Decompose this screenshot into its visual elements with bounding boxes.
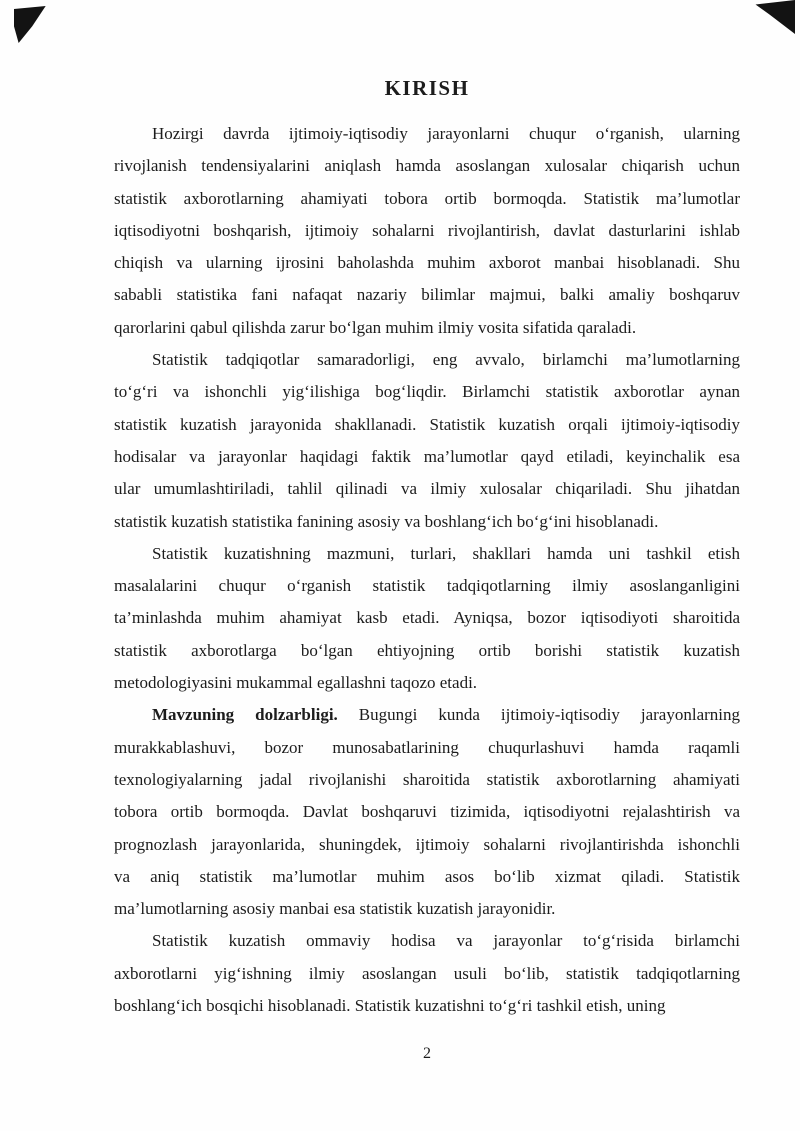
- text-line: hodisalar va jarayonlar haqidagi faktik ma’lumotlar qayd etiladi, keyinchalik esa: [114, 446, 740, 466]
- text-line: tobora ortib bormoqda. Davlat boshqaruvi tizimida, iqtisodiyotni rejalashtirish va: [114, 802, 740, 822]
- text-line: va aniq statistik ma’lumotlar muhim asos boʻlib xizmat qiladi. Statistik: [114, 866, 740, 886]
- paragraph: [114, 925, 740, 1022]
- text-line: Mavzuning dolzarbligi. Bugungi kunda ijtimoiy-iqtisodiy jarayonlarning: [152, 705, 740, 725]
- paragraph: [114, 538, 740, 699]
- text-line: chiqish va ularning ijrosini baholashda muhim axborot manbai hisoblanadi. Shu: [114, 253, 740, 273]
- text-line: Statistik kuzatish ommaviy hodisa va jarayonlar toʻgʻrisida birlamchi: [152, 931, 740, 951]
- text-line: statistik kuzatish jarayonida shakllanadi. Statistik kuzatish orqali ijtimoiy-iqtisodiy: [114, 414, 740, 434]
- text-line: prognozlash jarayonlarida, shuningdek, ijtimoiy sohalarni rivojlantirishda ishonchli: [114, 834, 740, 854]
- text-line: Hozirgi davrda ijtimoiy-iqtisodiy jarayonlarni chuqur oʻrganish, ularning: [152, 124, 740, 143]
- paragraph: [114, 699, 740, 925]
- text-line: qarorlarini qabul qilishda zarur boʻlgan muhim ilmiy vosita sifatida qaraladi.: [114, 317, 637, 337]
- text-line: ta’minlashda muhim ahamiyat kasb etadi. Ayniqsa, bozor iqtisodiyoti sharoitida: [114, 608, 740, 628]
- text-line: masalalarini chuqur oʻrganish statistik tadqiqotlarning ilmiy asoslanganligini: [114, 576, 740, 596]
- page-content: [114, 78, 740, 1022]
- text-line: Statistik kuzatishning mazmuni, turlari, shakllari hamda uni tashkil etish: [152, 543, 740, 563]
- paragraph: [114, 344, 740, 538]
- scan-corner-mark-left: [14, 6, 47, 43]
- body-text: [114, 118, 740, 1022]
- text-line: texnologiyalarning jadal rivojlanishi sharoitida statistik axborotlarning ahamiyati: [114, 769, 740, 789]
- text-line: statistik axborotlarning ahamiyati tobora ortib bormoqda. Statistik ma’lumotlar: [114, 188, 740, 208]
- text-line: statistik axborotlarga boʻlgan ehtiyojning ortib borishi statistik kuzatish: [114, 640, 740, 660]
- text-line: metodologiyasini mukammal egallashni taqozo etadi.: [114, 673, 478, 693]
- text-line: rivojlanish tendensiyalarini aniqlash hamda asoslangan xulosalar chiqarish uchun: [114, 156, 740, 176]
- text-line: ma’lumotlarning asosiy manbai esa statistik kuzatish jarayonidir.: [114, 899, 556, 919]
- text-line: toʻgʻri va ishonchli yigʻilishiga bogʻliqdir. Birlamchi statistik axborotlar aynan: [114, 382, 740, 402]
- text-line: ular umumlashtiriladi, tahlil qilinadi va ilmiy xulosalar chiqariladi. Shu jihatdan: [114, 479, 740, 499]
- paragraph: [114, 118, 740, 344]
- text-line: sababli statistika fani nafaqat nazariy bilimlar majmui, balki amaliy boshqaruv: [114, 285, 740, 305]
- text-line: boshlangʻich bosqichi hisoblanadi. Statistik kuzatishni toʻgʻri tashkil etish, uning: [114, 996, 666, 1016]
- paragraph-bold-lead: Mavzuning dolzarbligi.: [152, 705, 338, 725]
- text-line: murakkablashuvi, bozor munosabatlarining chuqurlashuvi hamda raqamli: [114, 737, 740, 757]
- scan-corner-mark-right: [753, 0, 795, 37]
- text-line: Statistik tadqiqotlar samaradorligi, eng avvalo, birlamchi ma’lumotlarning: [152, 350, 740, 370]
- text-line: axborotlarni yigʻishning ilmiy asoslangan usuli boʻlib, statistik tadqiqotlarning: [114, 963, 740, 983]
- page-title: KIRISH: [384, 76, 470, 100]
- page-number: 2: [423, 1045, 431, 1062]
- text-line: statistik kuzatish statistika fanining asosiy va boshlangʻich boʻgʻini hisoblanadi.: [114, 511, 659, 531]
- text-line: iqtisodiyotni boshqarish, ijtimoiy sohalarni rivojlantirish, davlat dasturlarini ishlab: [114, 220, 740, 240]
